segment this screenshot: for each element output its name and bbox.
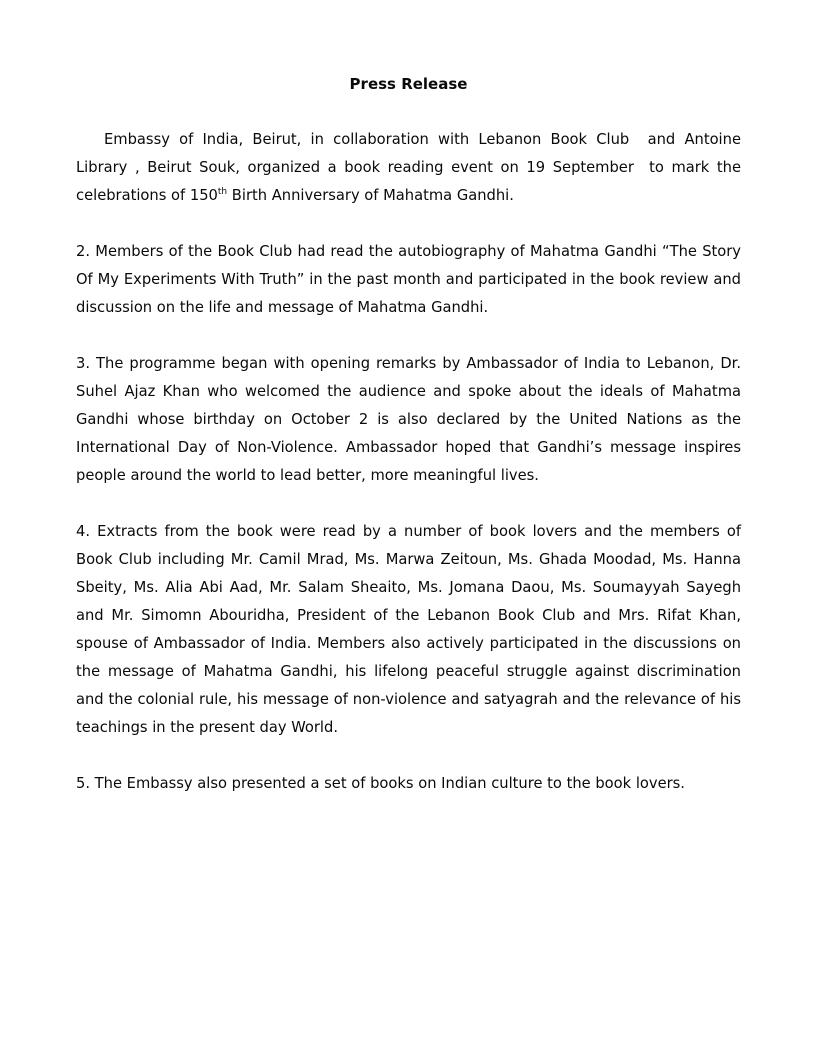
paragraph-1 (76, 126, 746, 210)
paragraph-1-text-after-superscript: Birth Anniversary of Mahatma Gandhi. (227, 187, 514, 204)
paragraph-2: 2. Members of the Book Club had read the autobiography of Mahatma Gandhi “The Story Of My Experiments With Truth” in the past month and participated in the book review and discussion on the life and message of Mahatma Gandhi. (76, 243, 746, 316)
paragraph-5: 5. The Embassy also presented a set of books on Indian culture to the book lovers. (76, 775, 685, 792)
paragraph-1-text-before-superscript: Embassy of India, Beirut, in collaboration with Lebanon Book Club and Antoine Library , Beirut Souk, organized a book reading event on 19 September to mark the celebrations of 150 (76, 131, 746, 204)
document-title: Press Release (349, 75, 468, 93)
paragraph-4: 4. Extracts from the book were read by a number of book lovers and the members of Book Club including Mr. Camil Mrad, Ms. Marwa Zeitoun, Ms. Ghada Moodad, Ms. Hanna Sbeity, Ms. Alia Abi Aad, Mr. Salam Sheaito, Ms. Jomana Daou, Ms. Soumayyah Sayegh and Mr. Simomn Abouridha, President of the Lebanon Book Club and Mrs. Rifat Khan, spouse of Ambassador of India. Members also actively participated in the discussions on the message of Mahatma Gandhi, his lifelong peaceful struggle against discrimination and the colonial rule, his message of non-violence and satyagrah and the relevance of his teachings in the present day World. (76, 523, 746, 736)
paragraph-3: 3. The programme began with opening remarks by Ambassador of India to Lebanon, Dr. Suhel Ajaz Khan who welcomed the audience and spoke about the ideals of Mahatma Gandhi whose birthday on October 2 is also declared by the United Nations as the International Day of Non-Violence. Ambassador hoped that Gandhi’s message inspires people around the world to lead better, more meaningful lives. (76, 355, 746, 484)
ordinal-th-superscript: th (217, 187, 228, 198)
